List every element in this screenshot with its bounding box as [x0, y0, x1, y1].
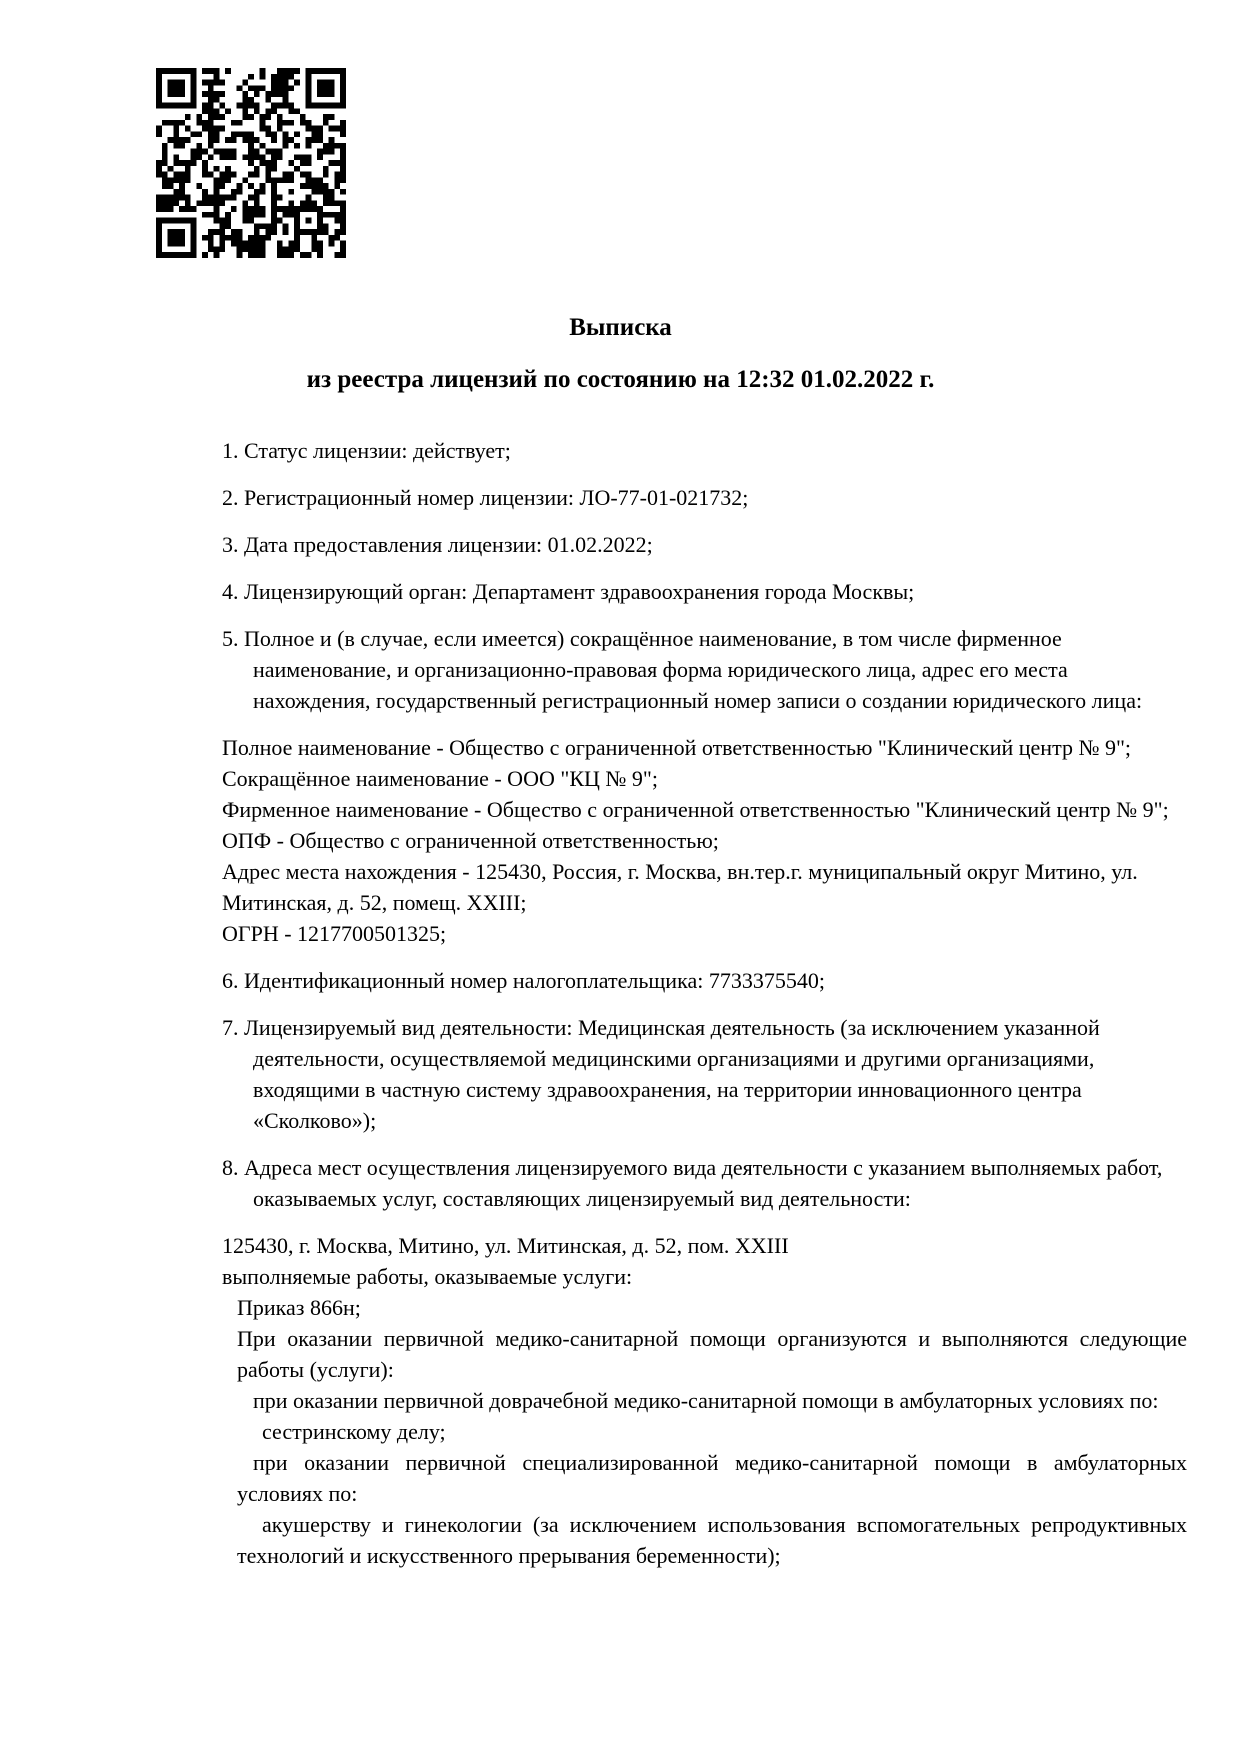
item-activity-addresses: 8. Адреса мест осуществления лицензируемого вида деятельности с указанием выполняемых работ, оказываемых услуг, составляющих лицензируемый вид деятельности: [222, 1155, 1163, 1211]
predoctor-care-services: при оказании первичной доврачебной медико-санитарной помощи в амбулаторных условиях по: [253, 1388, 1159, 1413]
item-licensing-authority: 4. Лицензирующий орган: Департамент здравоохранения города Москвы; [222, 579, 915, 604]
item-registration-number: 2. Регистрационный номер лицензии: ЛО-77-01-021732; [222, 485, 749, 510]
item-organization-name-heading: 5. Полное и (в случае, если имеется) сокращённое наименование, в том числе фирменное наименование, и организационно-правовая форма юридического лица, адрес его места нахождения, государственный регистрационный номер записи о создании юридического лица: [222, 626, 1143, 713]
org-full-name: Полное наименование - Общество с ограниченной ответственностью "Клинический центр № 9"; [222, 735, 1132, 760]
activity-address-block [222, 1230, 1187, 1571]
org-short-name: Сокращённое наименование - ООО "КЦ № 9"; [222, 766, 658, 791]
org-brand-name: Фирменное наименование - Общество с ограниченной ответственностью "Клинический центр № 9"; [222, 797, 1169, 822]
qr-code [156, 68, 346, 258]
order-reference: Приказ 866н; [237, 1295, 361, 1320]
organization-details [222, 732, 1187, 949]
org-ogrn: ОГРН - 1217700501325; [222, 921, 447, 946]
document-body [222, 435, 1187, 1587]
primary-care-services: При оказании первичной медико-санитарной помощи организуются и выполняются следующие работы (услуги): [237, 1326, 1187, 1382]
service-nursing: сестринскому делу; [262, 1419, 446, 1444]
service-obstetrics-gynecology: акушерству и гинекологии (за исключением использования вспомогательных репродуктивных технологий и искусственного прерывания беременности); [237, 1512, 1187, 1568]
item-tax-id: 6. Идентификационный номер налогоплательщика: 7733375540; [222, 968, 825, 993]
document-subtitle: из реестра лицензий по состоянию на 12:32 01.02.2022 г. [306, 366, 935, 393]
item-license-date: 3. Дата предоставления лицензии: 01.02.2022; [222, 532, 653, 557]
item-license-status: 1. Статус лицензии: действует; [222, 438, 511, 463]
item-activity-type: 7. Лицензируемый вид деятельности: Медицинская деятельность (за исключением указанной деятельности, осуществляемой медицинскими организациями и другими организациями, входящими в частную систему здравоохранения, на территории инновационного центра «Сколково»); [222, 1015, 1100, 1133]
specialized-care-services: при оказании первичной специализированной медико-санитарной помощи в амбулаторных условиях по: [237, 1450, 1187, 1506]
works-label: выполняемые работы, оказываемые услуги: [222, 1264, 633, 1289]
activity-address-line: 125430, г. Москва, Митино, ул. Митинская, д. 52, пом. XXIII [222, 1233, 789, 1258]
document-title: Выписка [569, 314, 672, 341]
org-address: Адрес места нахождения - 125430, Россия, г. Москва, вн.тер.г. муниципальный округ Митино, ул. Митинская, д. 52, помещ. XXIII; [222, 859, 1138, 915]
org-legal-form: ОПФ - Общество с ограниченной ответственностью; [222, 828, 719, 853]
